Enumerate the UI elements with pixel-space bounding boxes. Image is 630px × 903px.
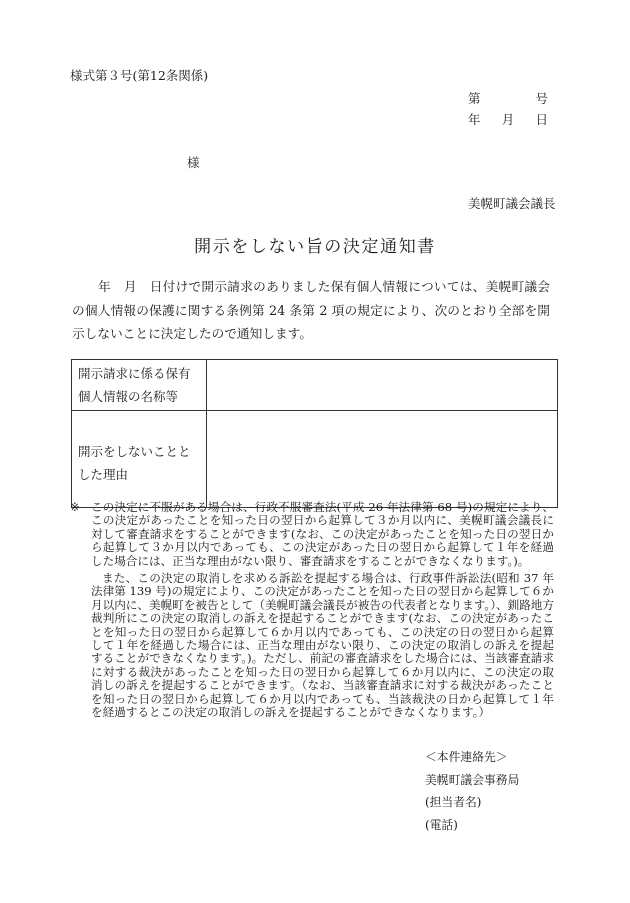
note-paragraph-1: この決定に不服がある場合は、行政不服審査法(平成 26 年法律第 68 号)の規定により、この決定があったことを知った日の翌日から起算して３か月以内に、美幌町議会議長に対して審査請求をすることができます(なお、この決定があったことを知った日の翌日から起算して３か月以内であっても、この決定があった日の翌日から起算して１年を経過した場合には、正当な理由がない限り、審査請求をすることができなくなります。)。	[91, 500, 554, 568]
row1-label	[72, 360, 207, 411]
row2-label	[72, 411, 207, 508]
notes-section	[70, 501, 554, 720]
date-line	[468, 110, 548, 128]
table-row	[72, 411, 558, 508]
contact-phone: (電話)	[425, 817, 458, 832]
row1-label-text: 開示請求に係る保有個人情報の名称等	[78, 366, 191, 404]
note-mark: ※	[70, 500, 80, 514]
contact-office: 美幌町議会事務局	[425, 772, 520, 787]
document-number-line	[468, 89, 548, 107]
note-item	[70, 501, 554, 568]
sender-name: 美幌町議会議長	[468, 196, 556, 211]
body-paragraph: 年 月 日付けで開示請求のありました保有個人情報については、美幌町議会の個人情報の保護に関する条例第 24 条第 2 項の規定により、次のとおり全部を開示しないことに決定したので通知します。	[72, 279, 550, 341]
contact-heading: ＜本件連絡先＞	[425, 750, 508, 764]
contact-person: (担当者名)	[425, 795, 482, 809]
recipient-honorific: 様	[187, 155, 200, 170]
contact-block	[425, 746, 519, 836]
date-month: 月	[501, 112, 515, 127]
row1-value	[207, 360, 558, 411]
row2-value	[207, 411, 558, 508]
document-title: 開示をしない旨の決定通知書	[194, 237, 436, 257]
info-table	[71, 359, 558, 508]
table-row	[72, 360, 558, 411]
date-day: 日	[535, 112, 548, 127]
number-suffix: 号	[535, 91, 548, 106]
row2-label-text: 開示をしないこととした理由	[78, 444, 191, 482]
date-year: 年	[468, 112, 481, 127]
number-prefix: 第	[468, 91, 481, 106]
note-paragraph-2: また、この決定の取消しを求める訴訟を提起する場合は、行政事件訴訟法(昭和 37 年法律第 139 号)の規定により、この決定があったことを知った日の翌日から起算して６か月以内に、美幌町を被告として（美幌町議会議長が被告の代表者となります。）、釧路地方裁判所にこの決定の取消しの訴えを提起することができます(なお、この決定があったことを知った日の翌日から起算して６か月以内であっても、この決定の日の翌日から起算して１年を経過した場合には、正当な理由がない限り、この決定の取消しの訴えを提起することができなくなります。)。ただし、前記の審査請求をした場合には、当該審査請求に対する裁決があったことを知った日の翌日から起算して６か月以内に、この決定の取消しの訴えを提起することができます。（なお、当該審査請求に対する裁決があったことを知った日の翌日から起算して６か月以内であっても、当該裁決の日から起算して１年を経過するとこの決定の取消しの訴えを提起することができなくなります。）	[91, 571, 554, 720]
form-number: 様式第３号(第12条関係)	[70, 68, 209, 83]
